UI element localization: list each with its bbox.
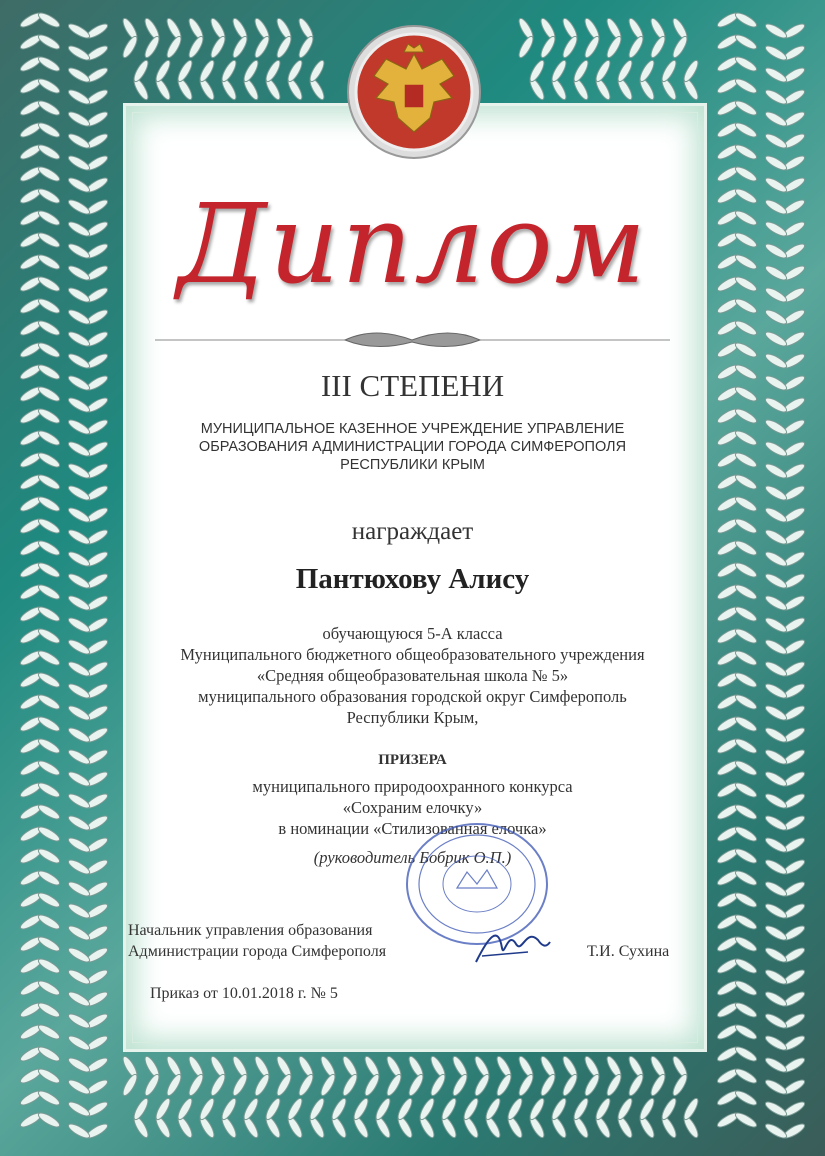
ornamental-divider <box>155 328 670 350</box>
degree-heading: III СТЕПЕНИ <box>320 368 505 403</box>
issuer-line: ОБРАЗОВАНИЯ АДМИНИСТРАЦИИ ГОРОДА СИМФЕРОПОЛЯ <box>198 439 627 455</box>
student-line: муниципального образования городской округ Симферополь <box>198 687 627 706</box>
signatory-title <box>128 920 386 962</box>
contest-line: муниципального природоохранного конкурса <box>252 777 573 796</box>
contest-line: в номинации «Стилизованная елочка» <box>278 819 547 838</box>
diploma-title: Диплом <box>177 180 648 308</box>
student-line: обучающуюся 5-А класса <box>322 624 503 643</box>
prize-heading: ПРИЗЕРА <box>378 752 447 768</box>
awards-verb: награждает <box>351 518 474 545</box>
leader-note: (руководитель Бобрик О.П.) <box>313 848 512 867</box>
signatory-line: Начальник управления образования <box>128 922 373 939</box>
student-line: Муниципального бюджетного общеобразовательного учреждения <box>180 645 645 664</box>
student-details <box>0 623 825 728</box>
recipient-name: Пантюхову Алису <box>295 563 530 595</box>
student-line: «Средняя общеобразовательная школа № 5» <box>256 666 569 685</box>
issuer-line: РЕСПУБЛИКИ КРЫМ <box>340 457 485 473</box>
signatory-name: Т.И. Сухина <box>587 943 670 960</box>
signatory-line: Администрации города Симферополя <box>128 943 387 960</box>
contest-line: «Сохраним елочку» <box>342 798 483 817</box>
order-reference: Приказ от 10.01.2018 г. № 5 <box>150 985 338 1002</box>
handwritten-signature-icon <box>468 918 552 972</box>
issuer-line: МУНИЦИПАЛЬНОЕ КАЗЕННОЕ УЧРЕЖДЕНИЕ УПРАВЛЕНИЕ <box>200 421 625 437</box>
student-line: Республики Крым, <box>346 708 479 727</box>
russian-coat-of-arms-icon <box>346 14 482 174</box>
issuer-organization <box>0 420 825 474</box>
